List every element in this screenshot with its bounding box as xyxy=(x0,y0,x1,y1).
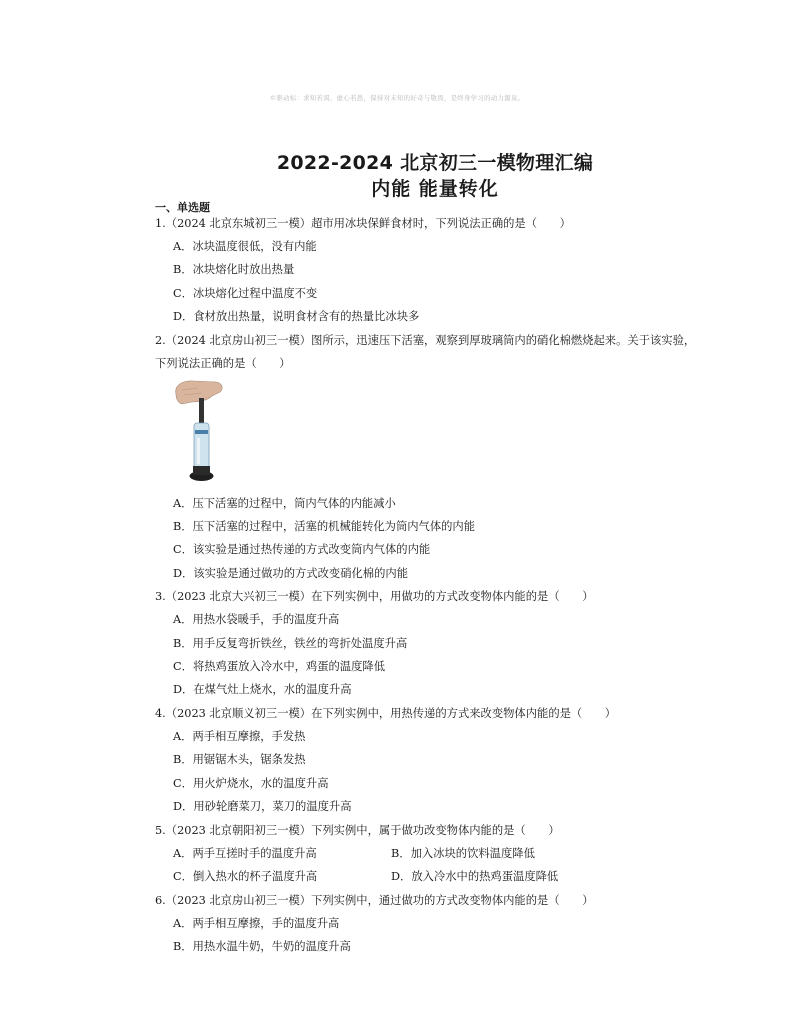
question-2-stem-line2: 下列说法正确的是（ ） xyxy=(155,357,291,370)
page-watermark: ©驱动标：求知若渴，虚心若愚，保持对未知的好奇与敬畏，是终身学习的动力源泉。 xyxy=(269,94,525,102)
question-2-option-c: C．该实验是通过热传递的方式改变筒内气体的内能 xyxy=(173,543,431,556)
piston-cylinder-figure xyxy=(172,378,228,488)
question-2-stem-line1: 2.（2024 北京房山初三一模）图所示，迅速压下活塞，观察到厚玻璃筒内的硝化棉燃烧起来。关于该实验， xyxy=(155,334,696,347)
question-1-option-a: A．冰块温度很低，没有内能 xyxy=(173,240,317,253)
page-subtitle: 内能 能量转化 xyxy=(371,178,499,200)
question-5-option-d: D．放入冷水中的热鸡蛋温度降低 xyxy=(391,870,559,883)
question-2-option-d: D．该实验是通过做功的方式改变硝化棉的内能 xyxy=(173,567,408,580)
question-2-option-a: A．压下活塞的过程中，筒内气体的内能减小 xyxy=(173,497,396,510)
section-heading: 一、单选题 xyxy=(155,201,210,214)
question-5-option-b: B．加入冰块的饮料温度降低 xyxy=(391,847,535,860)
question-4-stem: 4.（2023 北京顺义初三一模）在下列实例中，用热传递的方式来改变物体内能的是（ ） xyxy=(155,707,617,720)
question-4-option-a: A．两手相互摩擦，手发热 xyxy=(173,730,306,743)
question-1-stem: 1.（2024 北京东城初三一模）超市用冰块保鲜食材时，下列说法正确的是（ ） xyxy=(155,217,571,230)
question-3-option-d: D．在煤气灶上烧水，水的温度升高 xyxy=(173,683,352,696)
glass-cylinder xyxy=(194,423,209,468)
question-6-option-b: B．用热水温牛奶，牛奶的温度升高 xyxy=(173,940,351,953)
question-3-option-b: B．用手反复弯折铁丝，铁丝的弯折处温度升高 xyxy=(173,637,408,650)
question-6-option-a: A．两手相互摩擦，手的温度升高 xyxy=(173,917,340,930)
question-1-option-d: D．食材放出热量，说明食材含有的热量比冰块多 xyxy=(173,310,420,323)
question-5-stem: 5.（2023 北京朝阳初三一模）下列实例中，属于做功改变物体内能的是（ ） xyxy=(155,824,560,837)
question-5-option-a: A．两手互搓时手的温度升高 xyxy=(173,847,317,860)
question-5-option-c: C．倒入热水的杯子温度升高 xyxy=(173,870,318,883)
question-3-option-a: A．用热水袋暖手，手的温度升高 xyxy=(173,613,340,626)
question-3-stem: 3.（2023 北京大兴初三一模）在下列实例中，用做功的方式改变物体内能的是（ ） xyxy=(155,590,594,603)
question-1-option-b: B．冰块熔化时放出热量 xyxy=(173,263,295,276)
question-1-option-c: C．冰块熔化过程中温度不变 xyxy=(173,287,318,300)
hand-shape xyxy=(176,381,222,404)
question-4-option-d: D．用砂轮磨菜刀，菜刀的温度升高 xyxy=(173,800,352,813)
question-3-option-c: C．将热鸡蛋放入冷水中，鸡蛋的温度降低 xyxy=(173,660,385,673)
question-4-option-c: C．用火炉烧水，水的温度升高 xyxy=(173,777,329,790)
page-title: 2022-2024 北京初三一模物理汇编 xyxy=(276,152,594,174)
question-6-stem: 6.（2023 北京房山初三一模）下列实例中，通过做功的方式改变物体内能的是（ ） xyxy=(155,894,594,907)
question-4-option-b: B．用锯锯木头，锯条发热 xyxy=(173,753,306,766)
question-2-option-b: B．压下活塞的过程中，活塞的机械能转化为筒内气体的内能 xyxy=(173,520,476,533)
